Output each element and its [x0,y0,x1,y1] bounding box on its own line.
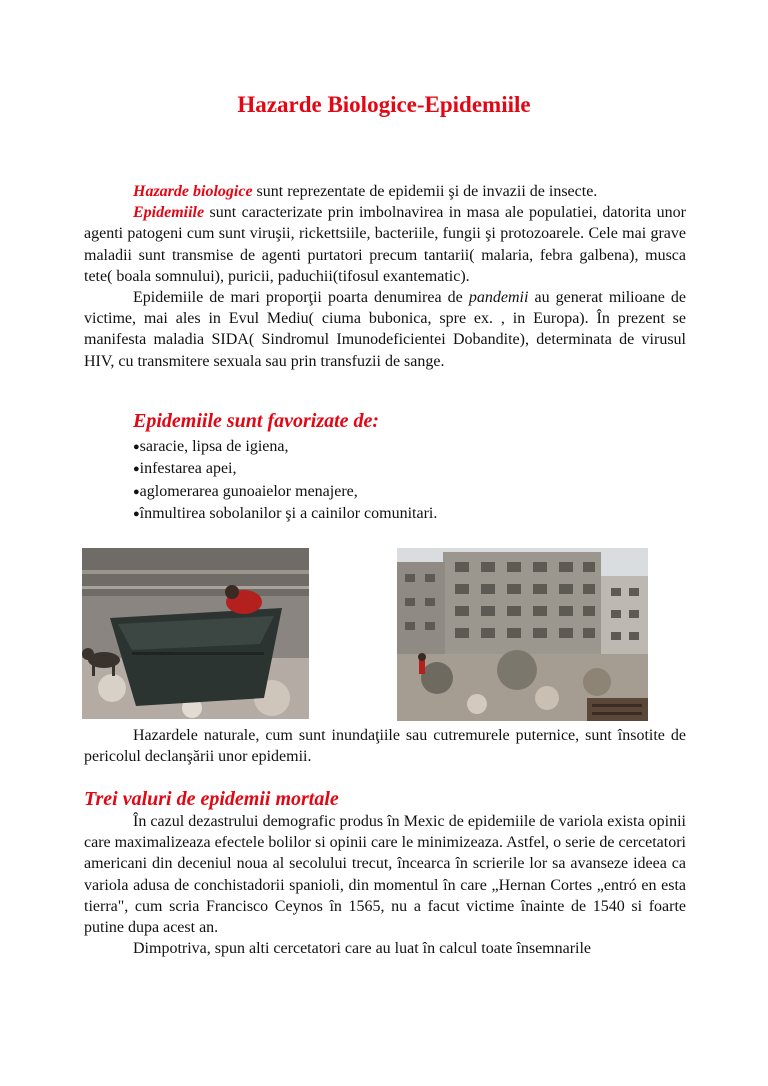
photo-apartment-blocks [397,548,648,721]
intro-text [84,181,686,372]
paragraph-mexic: În cazul dezastrului demografic produs în Mexic de epidemiile de variola exista opinii care maximalizeaza efectele bolilor si opinii care le minimizeaza. Astfel, o serie de cercetatori americani din deceniul noua al secolului trecut, încearca în scrierile lor sa avanseze ideea ca variola adusa de conchistadorii spanioli, din momentul în care „Hernan Cortes „entró en esta tierra", cum scria Francisco Ceynos în 1565, nu a facut victime înainte de 1540 si foarte putine dupa acest an. [84,813,686,937]
paragraph-text: sunt reprezentate de epidemii şi de invazii de insecte. [252,183,598,200]
paragraph-text: Epidemiile de mari proporţii poarta denumirea de [133,289,469,307]
paragraph-epidemiile [84,202,686,287]
paragraph-hazarde-naturale: Hazardele naturale, cum sunt inundaţiile sau cutremurele puternice, sunt însotite de pericolul declanşării unor epidemii. [84,727,686,766]
term-pandemii: pandemii [468,289,529,307]
list-item: ● înmultirea sobolanilor şi a cainilor comunitari. [133,503,437,525]
list-item: ● saracie, lipsa de igiena, [133,436,437,458]
term-hazarde-biologice: Hazarde biologice [133,183,253,200]
term-epidemiile: Epidemiile [133,204,205,222]
paragraph-hazarde [84,181,686,202]
section-heading: Trei valuri de epidemii mortale [84,788,339,810]
paragraph-pandemii [84,287,686,372]
favor-heading: Epidemiile sunt favorizate de: [133,410,380,432]
paragraph-dimpotriva: Dimpotriva, spun alti cercetatori care au luat în calcul toate însemnarile [133,940,592,958]
after-photos-text [84,725,686,767]
favor-list [133,436,437,525]
paragraph-text: au generat milioane de victime, mai ales in Evul Mediu( ciuma bubonica, spre ex. , in Europa). În prezent se manifesta maladia SIDA( Sindromul Imunodeficientei Dobandite), determinata de virusul HIV, cu transmitere sexuala sau prin transfuzii de sange. [84,289,687,370]
photo-dumpster [82,548,309,719]
page-title: Hazarde Biologice-Epidemiile [237,92,531,117]
list-item: ● infestarea apei, [133,458,437,480]
section-text [84,811,686,959]
list-item: ● aglomerarea gunoaielor menajere, [133,481,437,503]
paragraph-text: sunt caracterizate prin imbolnavirea in masa ale populatiei, datorita unor agenti patogeni cum sunt viruşii, rickettsiile, bacteriile, fungii şi protozoarele. Cele mai grave maladii sunt transmise de agenti purtatori precum tantarii( malaria, febra galbena), musca tete( boala somnului), puricii, paduchii(tifosul exantematic). [84,204,686,285]
